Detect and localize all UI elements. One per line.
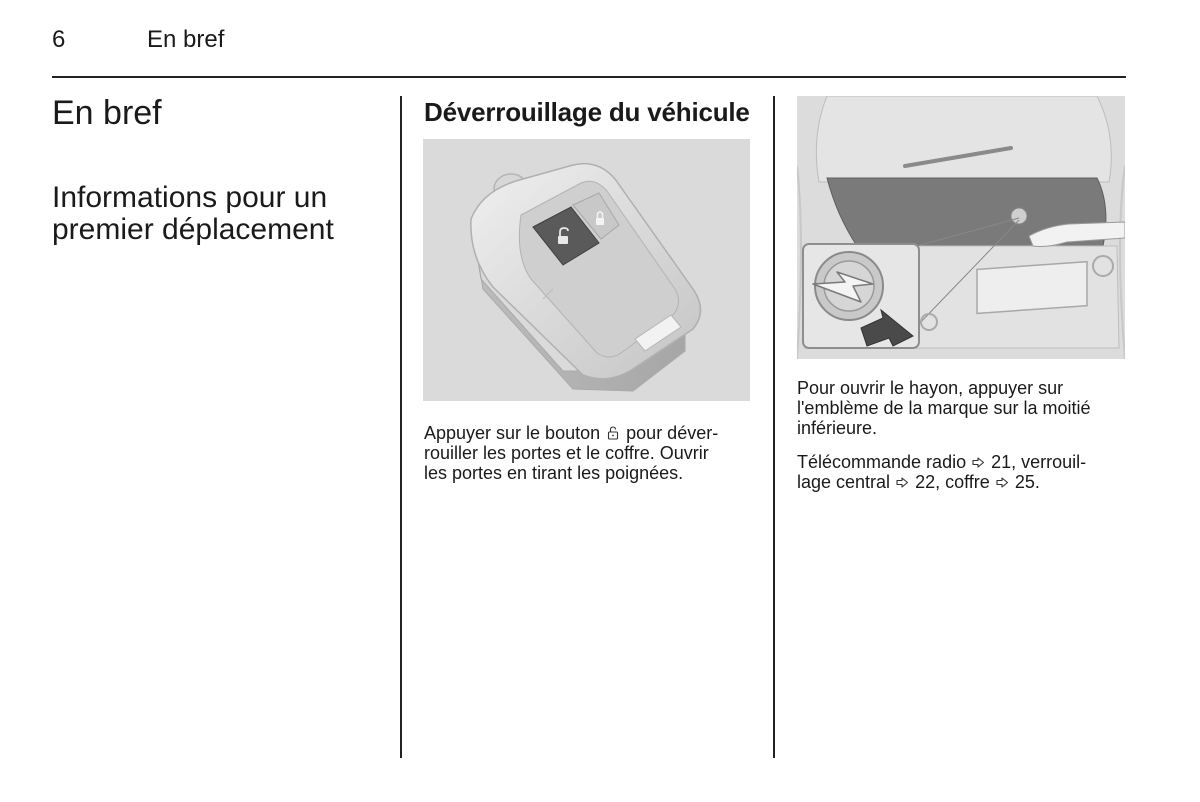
unlock-instructions xyxy=(424,423,754,483)
tailgate-drawing xyxy=(797,96,1125,359)
reference-arrow-icon xyxy=(896,477,909,488)
chapter-title: En bref xyxy=(52,94,162,132)
ref-boot-page[interactable]: 25. xyxy=(1014,472,1040,492)
column-divider-right xyxy=(773,96,775,758)
section-title: Informations pour un premier déplacement xyxy=(52,181,334,246)
column-divider-left xyxy=(400,96,402,758)
header-rule xyxy=(52,76,1126,78)
key-fob-drawing xyxy=(423,139,750,401)
unlock-text-part1: Appuyer sur le bouton xyxy=(424,423,601,443)
page-number: 6 xyxy=(52,26,66,53)
ref-remote-label: Télécommande radio xyxy=(797,452,967,472)
ref-central-lock-page[interactable]: 22, coffre xyxy=(915,472,990,492)
cross-references xyxy=(797,452,1132,492)
running-header-title: En bref xyxy=(147,26,225,53)
reference-arrow-icon xyxy=(996,477,1009,488)
key-fob-illustration xyxy=(423,139,750,401)
unlock-text-part2: pour déver- xyxy=(626,423,719,443)
tailgate-instructions: Pour ouvrir le hayon, appuyer sur l'emblème de la marque sur la moitié inférieure. xyxy=(797,378,1091,438)
lock-open-icon xyxy=(607,426,619,440)
ref-central-lock-label: lage central xyxy=(797,472,891,492)
unlock-text-part3: rouiller les portes et le coffre. Ouvrir xyxy=(424,443,709,463)
unlock-text-part4: les portes en tirant les poignées. xyxy=(424,463,684,483)
reference-arrow-icon xyxy=(972,457,985,468)
subsection-heading: Déverrouillage du véhicule xyxy=(424,97,750,127)
ref-remote-page[interactable]: 21, verrouil- xyxy=(991,452,1087,472)
tailgate-illustration xyxy=(797,96,1125,359)
